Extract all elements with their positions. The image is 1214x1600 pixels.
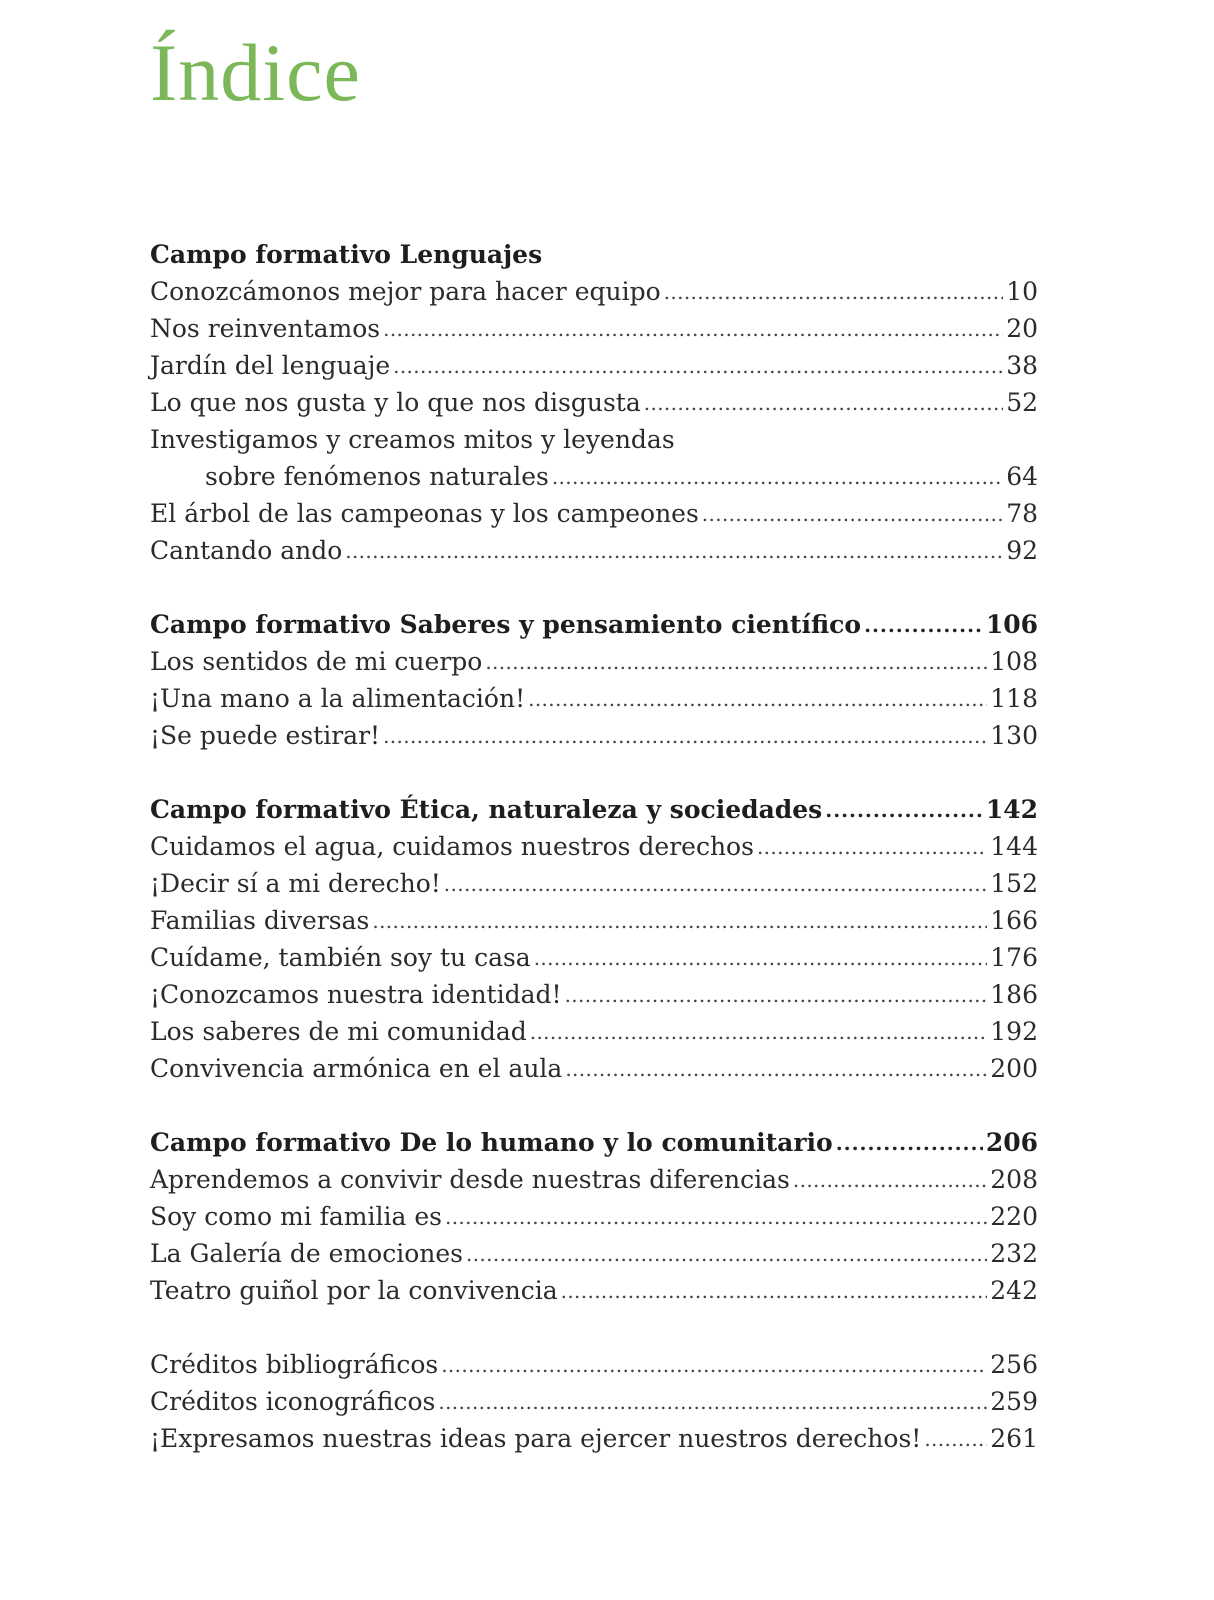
toc-entry-page: 78: [1006, 499, 1038, 528]
dot-leader: [664, 272, 1004, 311]
toc-entry-page: 242: [990, 1276, 1038, 1305]
toc-entry[interactable]: [150, 273, 1038, 310]
toc-entry[interactable]: [150, 347, 1038, 384]
toc-entry-text: ¡Decir sí a mi derecho!: [150, 869, 441, 898]
toc-section-heading[interactable]: [150, 606, 1038, 643]
toc-entry-text: Créditos bibliográficos: [150, 1350, 439, 1379]
dot-leader: [644, 383, 1003, 422]
dot-leader: [383, 716, 987, 755]
toc-heading-page: 206: [985, 1128, 1038, 1157]
toc-entry-page: 200: [990, 1054, 1038, 1083]
toc-entry-text: ¡Se puede estirar!: [150, 721, 381, 750]
toc-section-saberes: [150, 606, 1038, 754]
toc-heading-text: Campo formativo Saberes y pensamiento científico: [150, 610, 862, 639]
toc-entry[interactable]: [150, 310, 1038, 347]
toc-entry-text: ¡Expresamos nuestras ideas para ejercer nuestros derechos!: [150, 1424, 922, 1453]
toc-entry-page: 144: [990, 832, 1038, 861]
toc-section-heading[interactable]: [150, 1124, 1038, 1161]
toc-entry-text: Jardín del lenguaje: [150, 351, 391, 380]
toc-entry-text: Investigamos y creamos mitos y leyendas: [150, 425, 675, 454]
toc-entry-text: Aprendemos a convivir desde nuestras diferencias: [150, 1165, 790, 1194]
toc-entry-text: ¡Conozcamos nuestra identidad!: [150, 980, 562, 1009]
toc-entry-page: 52: [1006, 388, 1038, 417]
toc-entry-page: 220: [990, 1202, 1038, 1231]
dot-leader: [528, 679, 987, 718]
toc-entry-text: sobre fenómenos naturales: [205, 462, 549, 491]
toc-section-heading[interactable]: [150, 236, 1038, 273]
toc-entry-page: 256: [990, 1350, 1038, 1379]
toc-entry-page: 192: [990, 1017, 1038, 1046]
dot-leader: [565, 1049, 987, 1088]
dot-leader: [372, 901, 987, 940]
toc-entry[interactable]: [150, 532, 1038, 569]
toc-entry-first-line[interactable]: [150, 421, 1038, 458]
toc-heading-text: Campo formativo Lenguajes: [150, 240, 543, 269]
dot-leader: [393, 346, 1003, 385]
toc-entry-page: 208: [990, 1165, 1038, 1194]
dot-leader: [345, 531, 1003, 570]
toc-entry[interactable]: [150, 1050, 1038, 1087]
toc-entry[interactable]: [150, 643, 1038, 680]
table-of-contents: [150, 236, 1038, 1494]
toc-section-etica: [150, 791, 1038, 1087]
dot-leader: [534, 938, 988, 977]
toc-entry[interactable]: [150, 1013, 1038, 1050]
toc-entry[interactable]: [150, 1161, 1038, 1198]
toc-section-heading[interactable]: [150, 791, 1038, 828]
dot-leader: [485, 642, 987, 681]
toc-entry-page: 130: [990, 721, 1038, 750]
toc-entry-page: 186: [990, 980, 1038, 1009]
toc-entry[interactable]: [150, 1420, 1038, 1457]
dot-leader: [466, 1234, 987, 1273]
toc-entry-text: Créditos iconográficos: [150, 1387, 436, 1416]
toc-entry-page: 259: [990, 1387, 1038, 1416]
dot-leader: [757, 827, 987, 866]
dot-leader: [552, 457, 1003, 496]
dot-leader: [565, 975, 988, 1014]
toc-entry-text: Familias diversas: [150, 906, 370, 935]
toc-entry[interactable]: [150, 902, 1038, 939]
toc-entry-text: Cuidamos el agua, cuidamos nuestros derechos: [150, 832, 754, 861]
dot-leader: [793, 1160, 987, 1199]
toc-entry[interactable]: [150, 717, 1038, 754]
toc-entry[interactable]: [150, 1235, 1038, 1272]
page-title: Índice: [150, 27, 361, 118]
toc-entry-text: Cantando ando: [150, 536, 343, 565]
toc-entry-page: 10: [1006, 277, 1038, 306]
toc-entry-page: 20: [1006, 314, 1038, 343]
toc-entry-text: ¡Una mano a la alimentación!: [150, 684, 526, 713]
dot-leader: [438, 1382, 987, 1421]
toc-entry-text: Los sentidos de mi cuerpo: [150, 647, 483, 676]
toc-entry-continuation[interactable]: [150, 458, 1038, 495]
toc-section-humano: [150, 1124, 1038, 1309]
toc-heading-text: Campo formativo Ética, naturaleza y sociedades: [150, 795, 823, 824]
toc-entry[interactable]: [150, 1383, 1038, 1420]
toc-entry-page: 166: [990, 906, 1038, 935]
dot-leader: [530, 1012, 988, 1051]
toc-heading-page: 106: [985, 610, 1038, 639]
toc-section-lenguajes: [150, 236, 1038, 569]
toc-entry-text: Teatro guiñol por la convivencia: [150, 1276, 558, 1305]
toc-entry-page: 232: [990, 1239, 1038, 1268]
toc-entry[interactable]: [150, 828, 1038, 865]
toc-section-creditos: [150, 1346, 1038, 1457]
toc-entry-page: 261: [990, 1424, 1038, 1453]
dot-leader: [924, 1419, 987, 1458]
toc-entry[interactable]: [150, 939, 1038, 976]
toc-entry-text: La Galería de emociones: [150, 1239, 463, 1268]
dot-leader: [825, 790, 983, 829]
toc-entry-text: Lo que nos gusta y lo que nos disgusta: [150, 388, 641, 417]
toc-entry[interactable]: [150, 680, 1038, 717]
toc-entry-page: 64: [1006, 462, 1038, 491]
toc-entry-text: Soy como mi familia es: [150, 1202, 442, 1231]
toc-entry[interactable]: [150, 1272, 1038, 1309]
toc-entry[interactable]: [150, 976, 1038, 1013]
toc-entry-page: 152: [990, 869, 1038, 898]
dot-leader: [444, 864, 987, 903]
toc-entry-page: 118: [990, 684, 1038, 713]
toc-entry-text: Cuídame, también soy tu casa: [150, 943, 531, 972]
toc-entry-page: 92: [1006, 536, 1038, 565]
dot-leader: [561, 1271, 988, 1310]
toc-entry[interactable]: [150, 865, 1038, 902]
toc-entry-page: 176: [990, 943, 1038, 972]
toc-entry[interactable]: [150, 1198, 1038, 1235]
dot-leader: [836, 1123, 983, 1162]
toc-entry-text: Convivencia armónica en el aula: [150, 1054, 563, 1083]
dot-leader: [702, 494, 1003, 533]
dot-leader: [441, 1345, 987, 1384]
toc-entry-text: El árbol de las campeonas y los campeones: [150, 499, 699, 528]
toc-heading-page: 142: [985, 795, 1038, 824]
toc-entry-page: 108: [990, 647, 1038, 676]
toc-entry[interactable]: [150, 1346, 1038, 1383]
toc-entry[interactable]: [150, 495, 1038, 532]
toc-entry-page: 38: [1006, 351, 1038, 380]
toc-heading-text: Campo formativo De lo humano y lo comunitario: [150, 1128, 833, 1157]
toc-entry-text: Los saberes de mi comunidad: [150, 1017, 527, 1046]
dot-leader: [383, 309, 1003, 348]
toc-entry[interactable]: [150, 384, 1038, 421]
toc-entry-text: Conozcámonos mejor para hacer equipo: [150, 277, 661, 306]
dot-leader: [864, 605, 983, 644]
dot-leader: [445, 1197, 987, 1236]
toc-entry-text: Nos reinventamos: [150, 314, 381, 343]
